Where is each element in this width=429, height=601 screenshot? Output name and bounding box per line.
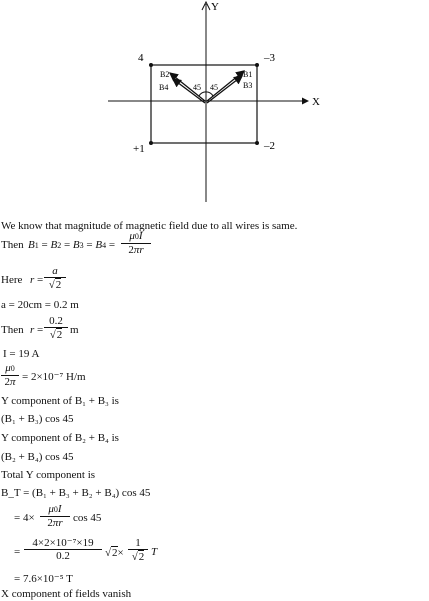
corner-label-1: +1 bbox=[133, 143, 145, 155]
here-word: Here bbox=[1, 274, 23, 286]
wire-dot-3 bbox=[255, 63, 259, 67]
cos45: cos 45 bbox=[73, 512, 102, 524]
mu-over-2pi: $\frac{\mu 0}{2\pi}$ bbox=[1, 362, 19, 388]
vector-label-b4: B4 bbox=[159, 83, 169, 92]
a-over-root2: $\frac{a}{√2}$ bbox=[44, 265, 66, 291]
unit-m: m bbox=[70, 324, 79, 336]
y-component-24-expr: (B₂ + B₄) cos 45 bbox=[1, 451, 74, 463]
then-word: Then bbox=[1, 239, 24, 251]
point2-over-root2: $\frac{0.2}{√2}$ bbox=[44, 315, 68, 341]
corner-label-3: –3 bbox=[264, 52, 275, 64]
vector-label-b2: B2 bbox=[160, 70, 170, 79]
vector-label-b1: B1 bbox=[243, 70, 253, 79]
equals-sign: = bbox=[14, 546, 21, 558]
a-value-line: a = 20cm = 0.2 m bbox=[1, 299, 79, 311]
numeric-numerator: 4×2×10⁻⁷×19 bbox=[32, 537, 94, 549]
wire-dot-2 bbox=[255, 141, 259, 145]
bt-line: B_T = (B₁ + B₃ + B₂ + B₄) cos 45 bbox=[1, 487, 151, 499]
then2-word: Then bbox=[1, 324, 24, 336]
wire-dot-4 bbox=[149, 63, 153, 67]
axis-y-label: Y bbox=[211, 1, 219, 13]
corner-label-4: 4 bbox=[138, 52, 144, 64]
intro-line: We know that magnitude of magnetic field due to all wires is same. bbox=[1, 220, 298, 232]
y-component-13-label: Y component of B₁ + B₃ is bbox=[1, 395, 119, 407]
wire-dot-1 bbox=[149, 141, 153, 145]
figure bbox=[0, 0, 429, 215]
x-vanish-line: X component of fields vanish bbox=[1, 588, 132, 600]
vector-label-b3: B3 bbox=[243, 81, 253, 90]
mu-value: = 2×10⁻⁷ H/m bbox=[22, 371, 86, 383]
unit-t: T bbox=[151, 546, 158, 558]
axis-x-label: X bbox=[312, 96, 320, 108]
four-times: = 4× bbox=[14, 512, 35, 524]
mu-i-over-2pir: $\frac{\mu 0I}{2\pi r}$ bbox=[121, 230, 151, 256]
y-component-24-label: Y component of B₂ + B₄ is bbox=[1, 432, 119, 444]
r-equals: r = bbox=[30, 274, 44, 286]
result-line: = 7.6×10⁻⁵ T bbox=[14, 573, 73, 585]
numeric-fraction bbox=[24, 537, 102, 562]
corner-label-2: –2 bbox=[264, 140, 275, 152]
current-line: I = 19 A bbox=[3, 348, 40, 360]
one-over-root2: $\frac{1}{√2}$ bbox=[128, 537, 148, 563]
root2-times: √2× bbox=[105, 547, 124, 559]
b-equal-expr: B1 = B2 = B3 = B4 = bbox=[28, 239, 116, 251]
r-equals-2: r = bbox=[30, 324, 44, 336]
mu-i-over-2pir-2: $\frac{\mu 0I}{2\pi r}$ bbox=[40, 503, 70, 529]
angle-label-left: 45 bbox=[193, 83, 201, 92]
numeric-denominator: 0.2 bbox=[24, 549, 102, 562]
angle-label-right: 45 bbox=[210, 83, 218, 92]
y-component-13-expr: (B₁ + B₃) cos 45 bbox=[1, 413, 74, 425]
total-y-label: Total Y component is bbox=[1, 469, 96, 481]
